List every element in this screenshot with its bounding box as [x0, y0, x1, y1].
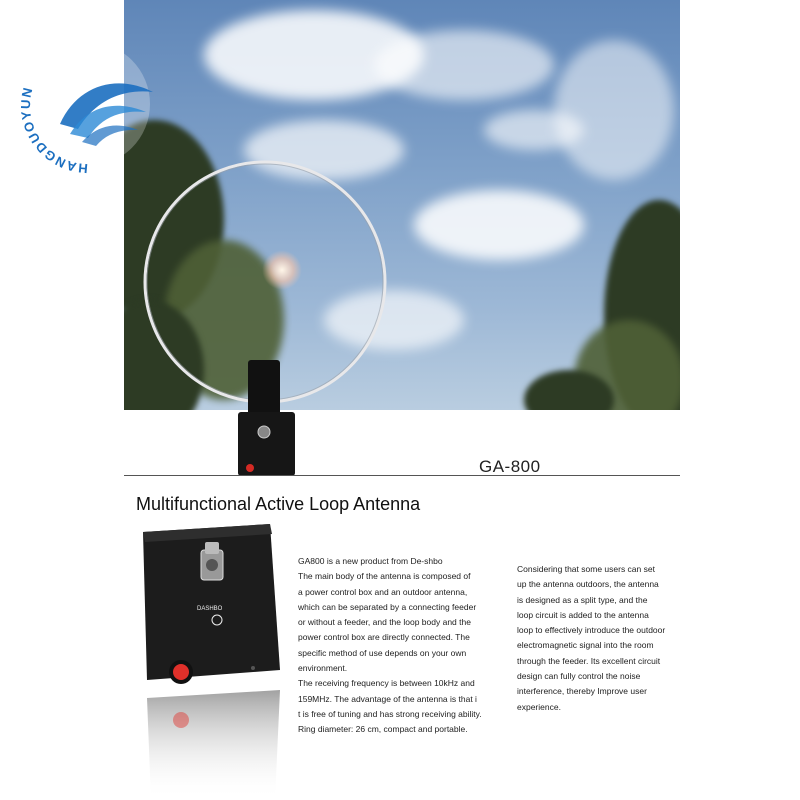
- model-label: GA-800: [479, 457, 541, 476]
- description-column-2: [517, 562, 707, 715]
- device-brand-text: DASHBO: [197, 606, 223, 612]
- brand-logo: [18, 34, 158, 174]
- section-divider: [124, 475, 680, 476]
- power-control-box-photo: [135, 520, 285, 800]
- page-title: Multifunctional Active Loop Antenna: [136, 494, 421, 514]
- description-text-1: GA800 is a new product from De-shbo The main body of the antenna is composed of a power control box and an outdoor antenna, which can be separated by a connecting feeder or without a feeder, and the loop body and the power control box are directly connected. The specific method of use depends on your own environment. The receiving frequency is between 10kHz and 159MHz. The advantage of the antenna is that i t is free of tuning and has strong receiving ability. Ring diameter: 26 cm, compact and portable.: [298, 556, 482, 735]
- description-text-2: Considering that some users can set up the antenna outdoors, the antenna is designed as a split type, and the loop circuit is added to the antenna loop to effectively introduce the outdoor electromagnetic signal into the room through the feeder. Its excellent circuit design can fully control the noise interference, thereby Improve user experience.: [517, 564, 666, 712]
- logo-text: HANGDUOYUN: [18, 84, 89, 174]
- description-column-1: [298, 554, 512, 738]
